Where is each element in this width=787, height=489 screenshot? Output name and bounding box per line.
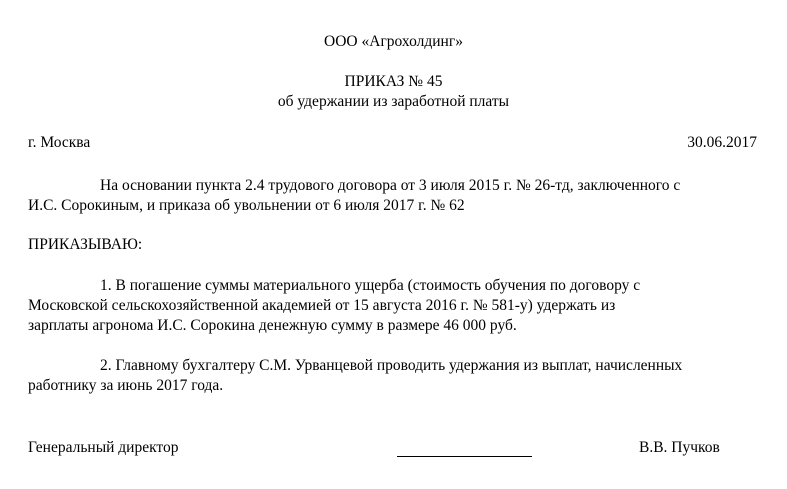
organization-name: ООО «Агрохолдинг» [324, 33, 463, 50]
basis-line-2: И.С. Сорокиным, и приказа об увольнении от 6 июля 2017 г. № 62 [28, 197, 465, 214]
item-2-line-1: 2. Главному бухгалтеру С.М. Урванцевой проводить удержания из выплат, начисленных [100, 357, 683, 374]
basis-line-1: На основании пункта 2.4 трудового договора от 3 июля 2015 г. № 26-тд, заключенного с [100, 177, 681, 194]
signature-line [397, 456, 532, 457]
order-date: 30.06.2017 [687, 134, 757, 151]
item-2-line-2: работнику за июнь 2017 года. [28, 377, 224, 394]
order-subject: об удержании из заработной платы [277, 93, 510, 110]
item-1-line-2: Московской сельскохозяйственной академией от 15 августа 2016 г. № 581-у) удержать из [28, 297, 616, 314]
order-title: ПРИКАЗ № 45 [344, 73, 443, 90]
item-1-line-3: зарплаты агронома И.С. Сорокина денежную сумму в размере 46 000 руб. [28, 317, 517, 334]
signatory-name: В.В. Пучков [639, 439, 720, 456]
order-word: ПРИКАЗЫВАЮ: [28, 236, 143, 253]
signatory-position: Генеральный директор [28, 439, 179, 456]
city: г. Москва [28, 134, 91, 151]
item-1-line-1: 1. В погашение суммы материального ущерба (стоимость обучения по договору с [100, 277, 641, 294]
